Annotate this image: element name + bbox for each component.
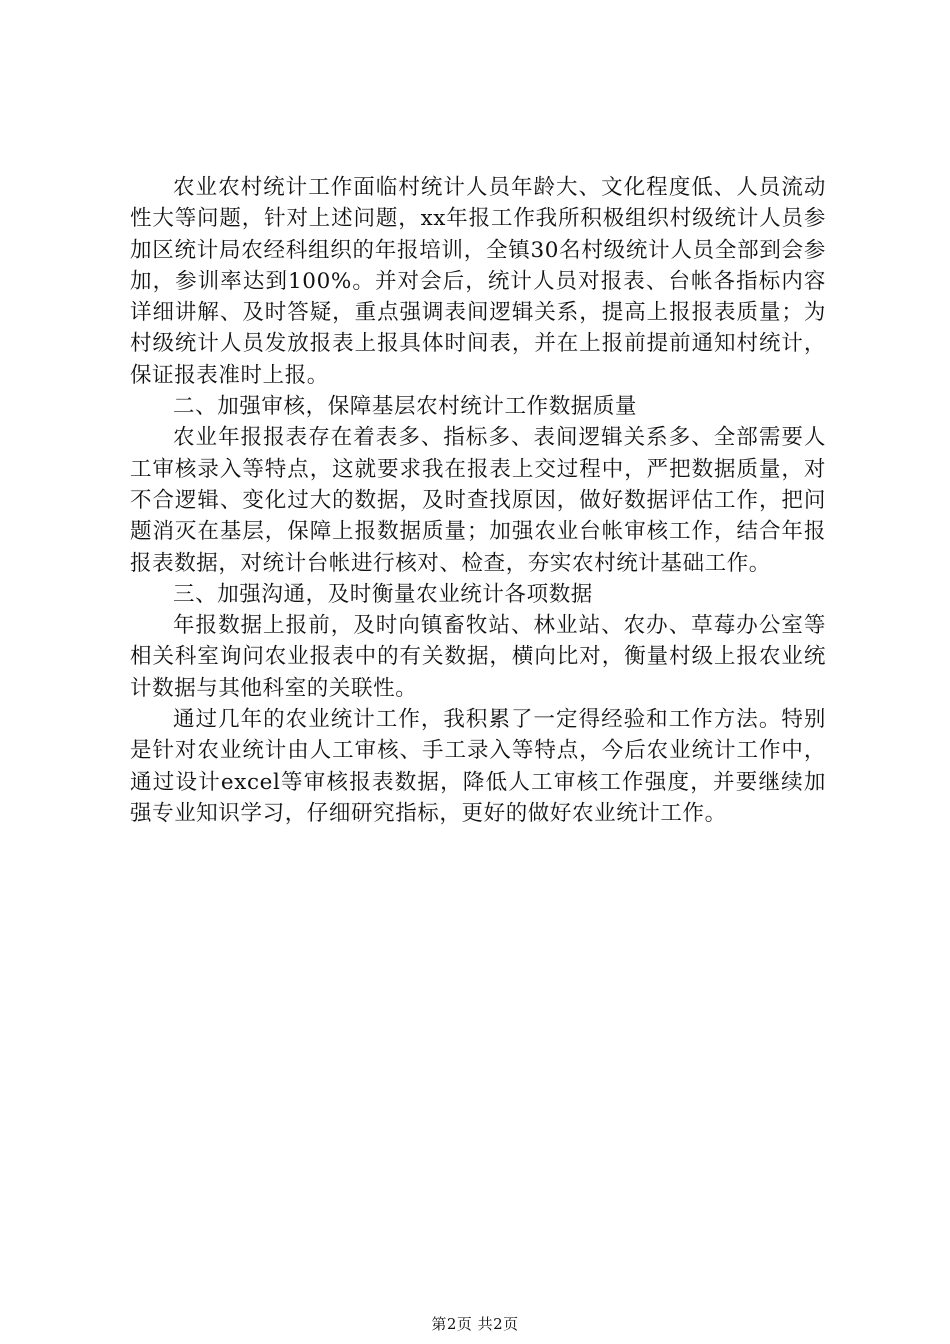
body-paragraph: 年报数据上报前，及时向镇畜牧站、林业站、农办、草莓办公室等相关科室询问农业报表中的有关数据，横向比对，衡量村级上报农业统计数据与其他科室的关联性。 bbox=[130, 613, 826, 701]
section-heading: 三、加强沟通，及时衡量农业统计各项数据 bbox=[173, 581, 593, 607]
body-paragraph: 农业年报报表存在着表多、指标多、表间逻辑关系多、全部需要人工审核录入等特点，这就要求我在报表上交过程中，严把数据质量，对不合逻辑、变化过大的数据，及时查找原因，做好数据评估工作，把问题消灭在基层，保障上报数据质量；加强农业台帐审核工作，结合年报报表数据，对统计台帐进行核对、检查，夯实农村统计基础工作。 bbox=[130, 425, 826, 576]
body-paragraph: 农业农村统计工作面临村统计人员年龄大、文化程度低、人员流动性大等问题，针对上述问题，xx年报工作我所积极组织村级统计人员参加区统计局农经科组织的年报培训，全镇30名村级统计人员全部到会参加，参训率达到100%。并对会后，统计人员对报表、台帐各指标内容详细讲解、及时答疑，重点强调表间逻辑关系，提高上报报表质量；为村级统计人员发放报表上报具体时间表，并在上报前提前通知村统计，保证报表准时上报。 bbox=[130, 175, 826, 388]
document-body bbox=[130, 172, 826, 829]
body-paragraph: 通过几年的农业统计工作，我积累了一定得经验和工作方法。特别是针对农业统计由人工审核、手工录入等特点，今后农业统计工作中，通过设计excel等审核报表数据，降低人工审核工作强度，并要继续加强专业知识学习，仔细研究指标，更好的做好农业统计工作。 bbox=[130, 707, 826, 826]
section-heading: 二、加强审核，保障基层农村统计工作数据质量 bbox=[173, 394, 638, 420]
page-number-footer: 第2页 共2页 bbox=[431, 1315, 519, 1333]
